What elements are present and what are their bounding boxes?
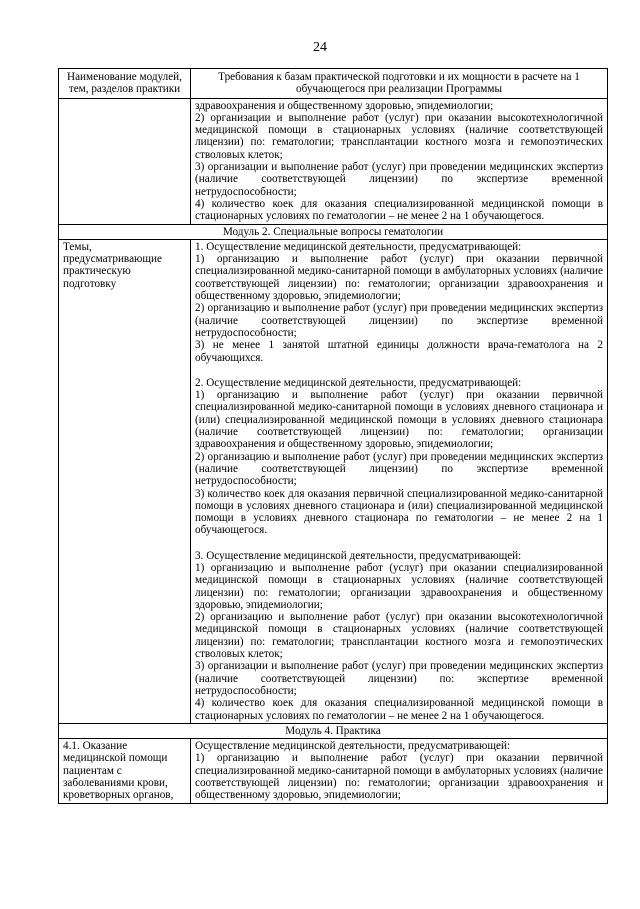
requirement-line: 3) не менее 1 занятой штатной единицы должности врача-гематолога на 2 обучающихся.	[195, 339, 603, 364]
requirement-line: 2. Осуществление медицинской деятельности, предусматривающей:	[195, 376, 522, 389]
module-2-heading-row	[59, 224, 608, 239]
table-row-module-4	[59, 739, 608, 803]
requirement-line: 2) организацию и выполнение работ (услуг) при проведении медицинских экспертиз (наличие соответствующей лицензии) по экспертизе временной нетрудоспособности;	[195, 302, 603, 339]
requirement-block-1	[195, 241, 603, 364]
table-row-module-2	[59, 239, 608, 723]
requirement-line: 1) организацию и выполнение работ (услуг) при оказании первичной специализированной медико-санитарной помощи в условиях дневного стационара и (или) специализированной медицинской помощи в условиях дневного стационара (наличие соответствующей лицензии) по: гематологии; организации здравоохранения и общественному здоровью, эпидемиологии;	[195, 389, 603, 451]
requirement-line: 1. Осуществление медицинской деятельности, предусматривающей:	[195, 240, 522, 253]
requirement-line: 4) количество коек для оказания специализированной медицинской помощи в стационарных условиях по гематологии – не менее 2 на 1 обучающегося.	[195, 697, 603, 722]
requirement-line: 3. Осуществление медицинской деятельности, предусматривающей:	[195, 549, 522, 562]
requirement-line: 3) организации и выполнение работ (услуг) при проведении медицинских экспертиз (наличие соответствующей лицензии) по экспертизе временной нетрудоспособности;	[195, 161, 603, 198]
requirement-line: здравоохранения и общественному здоровью, эпидемиологии;	[195, 99, 494, 112]
requirements-table	[58, 68, 608, 804]
module-4-requirements-cell	[191, 739, 608, 803]
requirement-line: 3) организации и выполнение работ (услуг) при проведении медицинских экспертиз (наличие соответствующей лицензии) по: экспертизе временной нетрудоспособности;	[195, 660, 603, 697]
requirement-block-3	[195, 550, 603, 722]
continued-requirements-cell	[191, 98, 608, 224]
header-col-modules: Наименование модулей, тем, разделов практики	[59, 69, 191, 99]
requirement-line: 1) организацию и выполнение работ (услуг) при оказании первичной специализированной медико-санитарной помощи в амбулаторных условиях (наличие соответствующей лицензии) по: гематологии; организации здравоохранения и общественному здоровью, эпидемиологии;	[195, 253, 603, 303]
requirement-line: 1) организацию и выполнение работ (услуг) при оказании первичной специализированной медико-санитарной помощи в амбулаторных условиях (наличие соответствующей лицензии) по: гематологии; организации здравоохранения и общественному здоровью, эпидемиологии;	[195, 752, 603, 802]
table-row-continued	[59, 98, 608, 224]
requirement-line: 2) организацию и выполнение работ (услуг) при проведении медицинских экспертиз (наличие соответствующей лицензии) по экспертизе временной нетрудоспособности;	[195, 450, 603, 488]
module-2-title: Модуль 2. Специальные вопросы гематологии	[59, 224, 608, 239]
requirement-block-2	[195, 377, 603, 537]
requirement-line: 2) организацию и выполнение работ (услуг) при оказании высокотехнологичной медицинской помощи в стационарных условиях (наличие соответствующей лицензии) по: гематологии; трансплантации костного мозга и гемопоэтических стволовых клеток;	[195, 611, 603, 661]
module-4-heading-row	[59, 723, 608, 738]
requirement-line: 1) организацию и выполнение работ (услуг) при оказании специализированной медицинской помощи в стационарных условиях (наличие соответствующей лицензии) по: гематологии; организации здравоохранения и общественному здоровью, эпидемиологии;	[195, 561, 603, 611]
requirement-line: 2) организации и выполнение работ (услуг) при оказании высокотехнологичной медицинской помощи в стационарных условиях (наличие соответствующей лицензии) по: гематологии; трансплантации костного мозга и гемопоэтических стволовых клеток;	[195, 111, 603, 161]
requirement-line: 4) количество коек для оказания специализированной медицинской помощи в стационарных условиях по гематологии – не менее 2 на 1 обучающегося.	[195, 197, 603, 223]
header-col-requirements: Требования к базам практической подготовки и их мощности в расчете на 1 обучающегося при реализации Программы	[191, 69, 608, 99]
page-number: 24	[313, 40, 327, 55]
module-2-topic-label: Темы, предусматривающие практическую подготовку	[59, 239, 191, 723]
requirement-line: Осуществление медицинской деятельности, предусматривающей:	[195, 740, 511, 753]
module-4-title: Модуль 4. Практика	[59, 723, 608, 738]
empty-cell	[59, 98, 191, 224]
module-2-requirements-cell	[191, 239, 608, 723]
table-header-row	[59, 69, 608, 99]
requirement-line: 3) количество коек для оказания первичной специализированной медико-санитарной помощи в условиях дневного стационара и (или) специализированной медицинской помощи в условиях дневного стационара по гематологии – не менее 2 на 1 обучающегося.	[195, 487, 603, 537]
module-4-topic-label: 4.1. Оказание медицинской помощи пациентам с заболеваниями крови, кроветворных органов,	[59, 739, 191, 803]
